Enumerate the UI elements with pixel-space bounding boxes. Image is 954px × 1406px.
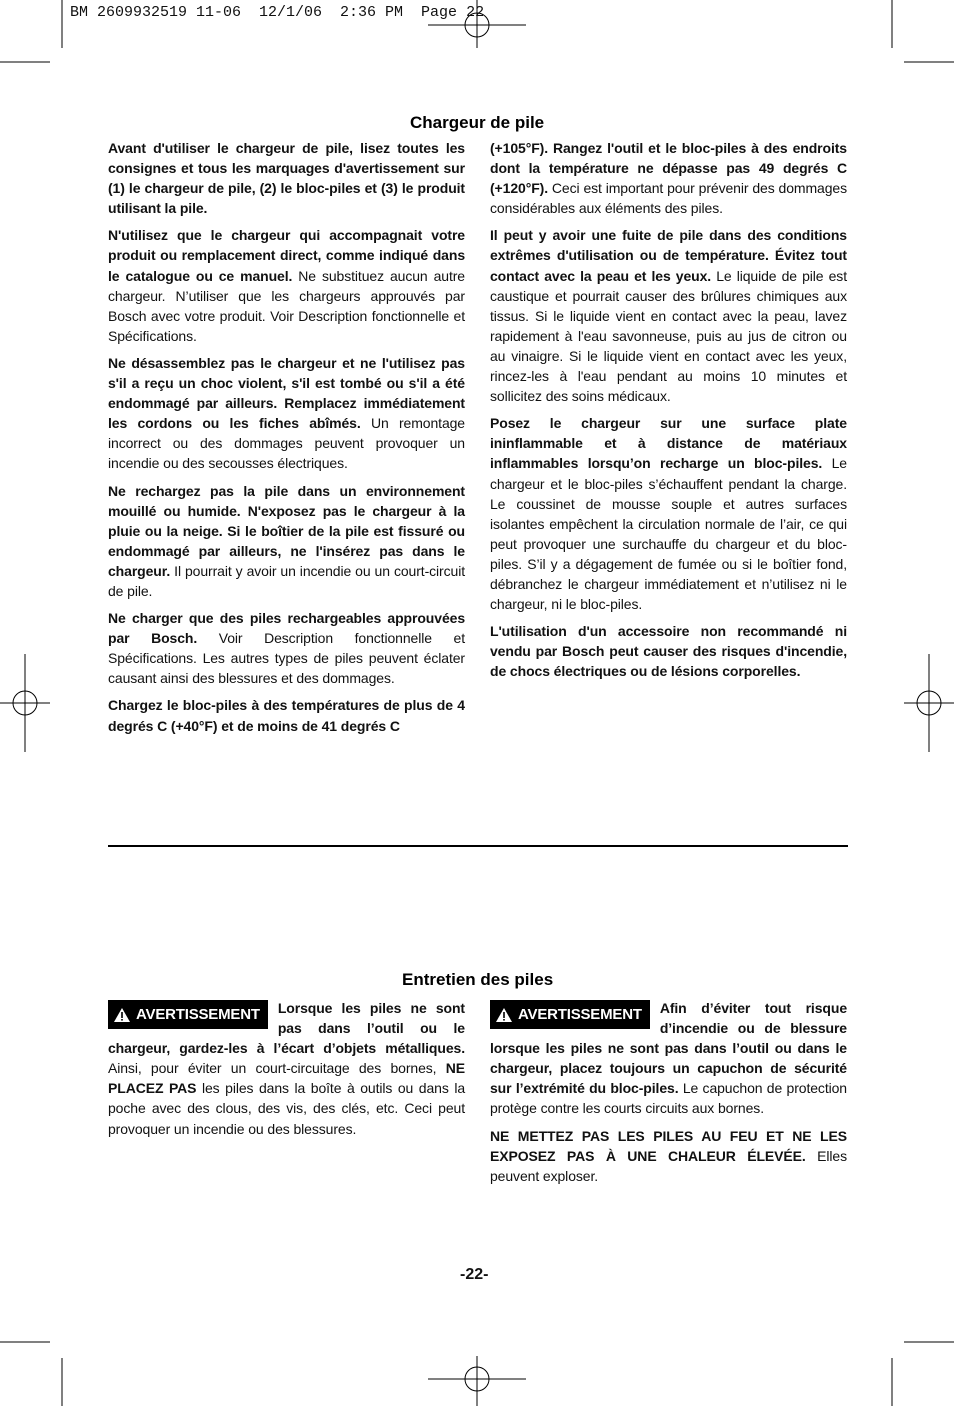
chargeur-left-paragraph: Ne charger que des piles rechargeables approuvées par Bosch. Voir Description fonctionnelle et Spécifications. Les autres types de piles peuvent éclater causant ainsi des blessures et des dommages. bbox=[108, 610, 465, 687]
warning-badge: AVERTISSEMENT bbox=[490, 1000, 650, 1029]
warning-triangle-icon bbox=[496, 1008, 512, 1022]
chargeur-right-paragraph: (+105°F). Rangez l'outil et le bloc-piles à des endroits dont la température ne dépasse pas 49 degrés C (+120°F). Ceci est important pour prévenir des dommages considérables aux éléments des piles. bbox=[490, 140, 847, 217]
chargeur-right-paragraph: Posez le chargeur sur une surface plate ininflammable et à distance de matériaux inflammables lorsqu’on recharge un bloc-piles. Le chargeur et le bloc-piles s’échauffent pendant la charge. Le coussinet de mousse souple et autres surfaces isolantes empêchent la circulation normale de l’air, ce qui peut provoquer une surchauffe du chargeur et du bloc-piles. S’il y a dégagement de fumée ou si le boîtier fond, débranchez le chargeur immédiatement et n’utilisez ni le chargeur, ni le bloc-piles. bbox=[490, 415, 847, 613]
chargeur-right-paragraph: L'utilisation d'un accessoire non recommandé ni vendu par Bosch peut causer des risques d'incendie, de chocs électriques ou de lésions corporelles. bbox=[490, 623, 847, 680]
section-divider bbox=[108, 845, 848, 847]
warning-paragraph-capuchon: AVERTISSEMENT Afin d’éviter tout risque d’incendie ou de blessure lorsque les piles ne sont pas dans l’outil ou dans le chargeur, placez toujours un capuchon de sécurité sur l’extrémité du bloc-piles. Le capuchon de protection protège contre les courts circuits aux bornes. bbox=[490, 1000, 847, 1117]
column-right-chargeur bbox=[490, 138, 847, 688]
column-right-entretien bbox=[490, 998, 847, 1193]
warning-paragraph-metal: AVERTISSEMENT Lorsque les piles ne sont pas dans l’outil ou le chargeur, gardez-les à l’écart d’objets métalliques. Ainsi, pour éviter un court-circuitage des bornes, NE PLACEZ PAS les piles dans la boîte à outils ou dans la poche avec des clous, des vis, des clés, etc. Ceci peut provoquer un incendie ou des blessures. bbox=[108, 1000, 466, 1137]
chargeur-left-paragraph: Ne désassemblez pas le chargeur et ne l'utilisez pas s'il a reçu un choc violent, s'il est tombé ou s'il a été endommagé par ailleurs. Remplacez immédiatement les cordons ou les fiches abîmés. Un remontage incorrect ou des dommages peuvent provoquer un incendie ou des secousses électriques. bbox=[108, 354, 465, 472]
fire-warning-paragraph: NE METTEZ PAS LES PILES AU FEU ET NE LES EXPOSEZ PAS À UNE CHALEUR ÉLEVÉE. Elles peuvent exploser. bbox=[490, 1127, 847, 1184]
warning-badge: AVERTISSEMENT bbox=[108, 1000, 268, 1029]
page-number: -22- bbox=[460, 1266, 489, 1283]
section-heading-chargeur: Chargeur de pile bbox=[410, 113, 545, 132]
chargeur-left-paragraph: Avant d'utiliser le chargeur de pile, lisez toutes les consignes et tous les marquages d'avertissement sur (1) le chargeur de pile, (2) le bloc-piles et (3) le produit utilisant la pile. bbox=[108, 140, 465, 217]
column-left-entretien bbox=[108, 998, 465, 1146]
print-slug-line: BM 2609932519 11-06 12/1/06 2:36 PM Page 22 bbox=[70, 4, 485, 21]
chargeur-left-paragraph: Ne rechargez pas la pile dans un environnement mouillé ou humide. N'exposez pas le chargeur à la pluie ou la neige. Si le boîtier de la pile est fissuré ou endommagé par ailleurs, ne l'insérez pas dans le chargeur. Il pourrait y avoir un incendie ou un court-circuit de pile. bbox=[108, 482, 465, 599]
warning-triangle-icon bbox=[114, 1008, 130, 1022]
chargeur-left-paragraph: Chargez le bloc-piles à des températures de plus de 4 degrés C (+40°F) et de moins de 41 degrés C bbox=[108, 697, 465, 734]
chargeur-right-paragraph: Il peut y avoir une fuite de pile dans des conditions extrêmes d'utilisation ou de température. Évitez tout contact avec la peau et les yeux. Le liquide de pile est caustique et pourrait causer des brûlures chimiques aux tissus. Si le liquide vient en contact avec la peau, lavez rapidement à l'eau savonneuse, puis au jus de citron ou au vinaigre. Si le liquide vient en contact avec les yeux, rincez-les à l'eau pendant au moins 10 minutes et sollicitez des soins médicaux. bbox=[490, 227, 847, 405]
chargeur-left-paragraph: N'utilisez que le chargeur qui accompagnait votre produit ou remplacement direct, comme indiqué dans le catalogue ou ce manuel. Ne substituez aucun autre chargeur. N’utiliser que les chargeurs approuvés par Bosch avec votre produit. Voir Description fonctionnelle et Spécifications. bbox=[108, 227, 465, 344]
section-heading-entretien: Entretien des piles bbox=[402, 970, 554, 989]
column-left-chargeur bbox=[108, 138, 465, 743]
